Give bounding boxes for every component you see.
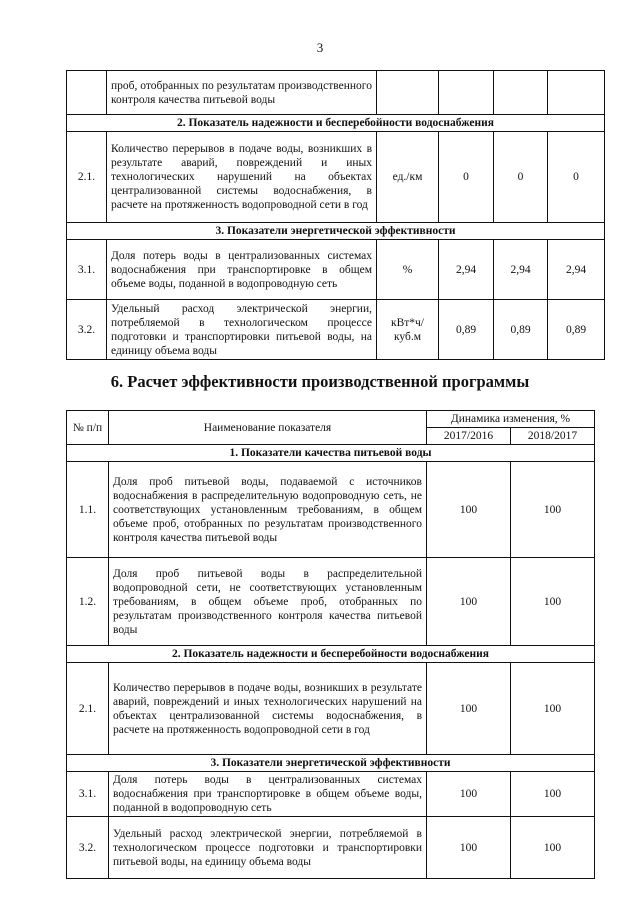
value-3: 2,94 — [548, 240, 605, 300]
table-row — [67, 71, 605, 115]
table-row — [67, 817, 595, 879]
header-num: № п/п — [67, 411, 109, 445]
indicator-name: Доля потерь воды в централизованных системах водоснабжения при транспортировке в общем объеме воды, поданной в водопроводную сеть — [109, 772, 427, 817]
section-row — [67, 445, 595, 462]
dynamics-2017-2016: 100 — [427, 462, 511, 558]
row-number: 3.1. — [67, 772, 109, 817]
header-name: Наименование показателя — [109, 411, 427, 445]
dynamics-2018-2017: 100 — [511, 558, 595, 646]
row-number: 1.2. — [67, 558, 109, 646]
unit: % — [377, 240, 439, 300]
value-3 — [548, 71, 605, 115]
table-row — [67, 300, 605, 360]
section-title: 1. Показатели качества питьевой воды — [67, 445, 595, 462]
section-title: 2. Показатель надежности и бесперебойности водоснабжения — [67, 646, 595, 663]
unit: кВт*ч/ куб.м — [377, 300, 439, 360]
row-number: 3.2. — [67, 817, 109, 879]
table-row — [67, 663, 595, 755]
section-row — [67, 115, 605, 132]
indicator-name: Доля проб питьевой воды, подаваемой с источников водоснабжения в распределительную водопроводную сеть, не соответствующих установленным требованиям, в общем объеме проб, отобранных по результатам производственного контроля качества питьевой воды — [109, 462, 427, 558]
table-row — [67, 240, 605, 300]
dynamics-2018-2017: 100 — [511, 817, 595, 879]
indicator-name: Количество перерывов в подаче воды, возникших в результате аварий, повреждений и иных технологических нарушений на объектах централизованной системы водоснабжения, в расчете на протяженность водопроводной сети в год — [109, 663, 427, 755]
header-col-2018-2017: 2018/2017 — [511, 428, 595, 445]
indicator-name: Удельный расход электрической энергии, потребляемой в технологическом процессе подготовки и транспортировки питьевой воды, на единицу объема воды — [107, 300, 377, 360]
section-title: 2. Показатель надежности и бесперебойности водоснабжения — [67, 115, 605, 132]
section-title: 3. Показатели энергетической эффективности — [67, 755, 595, 772]
efficiency-table — [66, 410, 595, 879]
unit — [377, 71, 439, 115]
row-number: 2.1. — [67, 132, 107, 223]
value-1 — [439, 71, 494, 115]
indicator-name: проб, отобранных по результатам производственного контроля качества питьевой воды — [107, 71, 377, 115]
dynamics-2017-2016: 100 — [427, 772, 511, 817]
dynamics-2017-2016: 100 — [427, 817, 511, 879]
indicator-name: Удельный расход электрической энергии, потребляемой в технологическом процессе подготовки и транспортировки питьевой воды, на единицу объема воды — [109, 817, 427, 879]
row-number: 2.1. — [67, 663, 109, 755]
value-2: 2,94 — [494, 240, 548, 300]
dynamics-2017-2016: 100 — [427, 663, 511, 755]
value-3: 0 — [548, 132, 605, 223]
dynamics-2018-2017: 100 — [511, 462, 595, 558]
header-col-2017-2016: 2017/2016 — [427, 428, 511, 445]
header-dynamics: Динамика изменения, % — [427, 411, 595, 428]
indicator-name: Доля проб питьевой воды в распределительной водопроводной сети, не соответствующих установленным требованиям, в общем объеме проб, отобранных по результатам производственного контроля качества питьевой воды — [109, 558, 427, 646]
section-title: 3. Показатели энергетической эффективности — [67, 223, 605, 240]
indicator-name: Доля потерь воды в централизованных системах водоснабжения при транспортировке в общем объеме воды, поданной в водопроводную сеть — [107, 240, 377, 300]
row-number: 3.1. — [67, 240, 107, 300]
table-row — [67, 132, 605, 223]
row-number: 3.2. — [67, 300, 107, 360]
header-row — [67, 411, 595, 428]
indicators-table-continued — [66, 70, 605, 360]
value-1: 2,94 — [439, 240, 494, 300]
indicator-name: Количество перерывов в подаче воды, возникших в результате аварий, повреждений и иных технологических нарушений на объектах централизованной системы водоснабжения, в расчете на протяженность водопроводной сети в год — [107, 132, 377, 223]
value-2 — [494, 71, 548, 115]
row-number: 1.1. — [67, 462, 109, 558]
dynamics-2018-2017: 100 — [511, 663, 595, 755]
section-row — [67, 646, 595, 663]
value-2: 0 — [494, 132, 548, 223]
section-row — [67, 223, 605, 240]
dynamics-2018-2017: 100 — [511, 772, 595, 817]
row-number — [67, 71, 107, 115]
section-row — [67, 755, 595, 772]
dynamics-2017-2016: 100 — [427, 558, 511, 646]
value-3: 0,89 — [548, 300, 605, 360]
table-row — [67, 558, 595, 646]
unit: ед./км — [377, 132, 439, 223]
table-row — [67, 772, 595, 817]
page-number: 3 — [316, 40, 324, 55]
value-1: 0 — [439, 132, 494, 223]
value-2: 0,89 — [494, 300, 548, 360]
table-row — [67, 462, 595, 558]
value-1: 0,89 — [439, 300, 494, 360]
section-heading: 6. Расчет эффективности производственной программы — [110, 372, 530, 391]
